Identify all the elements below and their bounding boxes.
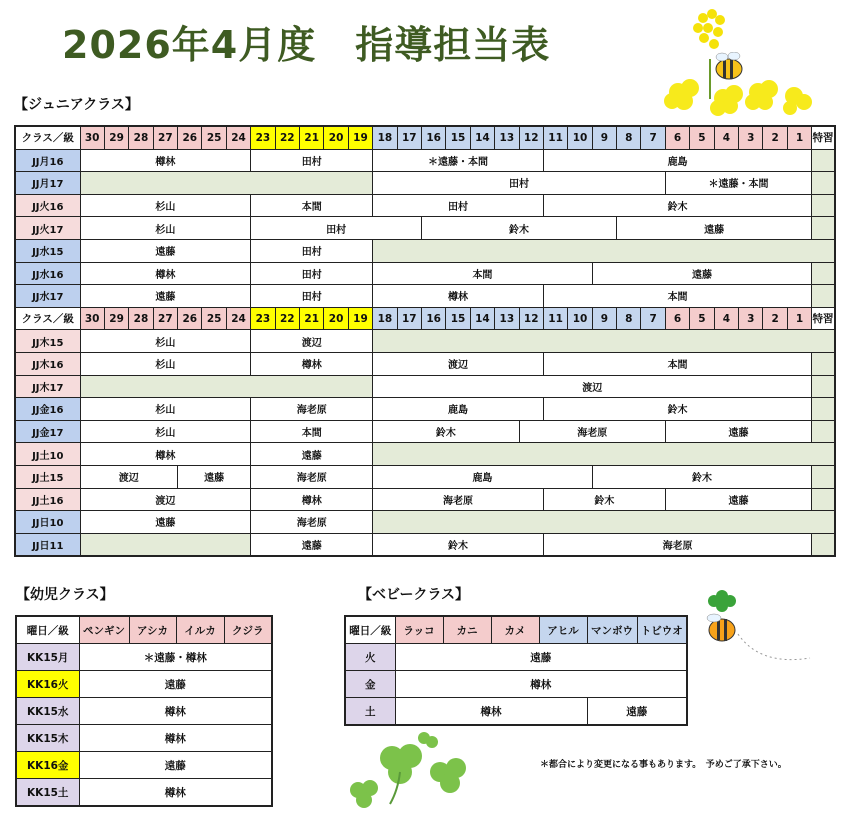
instructor-cell: 鹿島 <box>373 398 544 421</box>
instructor-cell: 遠藤 <box>251 533 373 556</box>
grade-header-cell: 1 <box>787 307 811 330</box>
instructor-cell: 遠藤 <box>665 488 811 511</box>
instructor-cell: 樽林 <box>79 698 272 725</box>
grade-header-cell: 26 <box>178 126 202 149</box>
schedule-row <box>345 644 687 671</box>
instructor-cell: 樽林 <box>373 285 544 308</box>
instructor-cell: 田村 <box>373 172 666 195</box>
kids-header-row <box>16 616 272 644</box>
class-label: JJ木15 <box>15 330 80 353</box>
class-label: JJ土16 <box>15 488 80 511</box>
grade-header-cell: 17 <box>397 307 421 330</box>
instructor-cell: 渡辺 <box>251 330 373 353</box>
instructor-cell: 遠藤 <box>178 465 251 488</box>
instructor-cell: 遠藤 <box>592 262 812 285</box>
instructor-cell: 遠藤 <box>395 644 687 671</box>
empty-cell <box>80 375 373 398</box>
grade-header-cell: 28 <box>129 126 153 149</box>
grade-header-cell: 19 <box>348 126 372 149</box>
instructor-cell: 渡辺 <box>80 465 178 488</box>
class-label: JJ木17 <box>15 375 80 398</box>
instructor-cell: 鈴木 <box>373 533 544 556</box>
instructor-cell: 遠藤 <box>79 752 272 779</box>
instructor-cell: 樽林 <box>395 698 587 726</box>
grade-header-cell: 28 <box>129 307 153 330</box>
schedule-row <box>345 698 687 726</box>
schedule-row <box>16 698 272 725</box>
empty-cell <box>80 533 251 556</box>
instructor-cell: 海老原 <box>373 488 544 511</box>
empty-cell <box>812 262 835 285</box>
class-label: JJ火17 <box>15 217 80 240</box>
instructor-cell: 渡辺 <box>80 488 251 511</box>
empty-cell <box>812 194 835 217</box>
grade-header-cell: 18 <box>373 307 397 330</box>
day-label: 火 <box>345 644 395 671</box>
class-label: JJ土15 <box>15 465 80 488</box>
instructor-cell: 樽林 <box>80 149 251 172</box>
grade-header-cell: 7 <box>641 126 665 149</box>
grade-header-cell: 5 <box>690 307 714 330</box>
grade-header-cell: 16 <box>421 126 445 149</box>
grade-header-cell: カメ <box>491 616 539 644</box>
grade-header-cell: 19 <box>348 307 372 330</box>
grade-header-cell: クジラ <box>224 616 272 644</box>
grade-header-cell: 27 <box>153 307 177 330</box>
grade-header-cell: 4 <box>714 307 738 330</box>
schedule-row <box>345 671 687 698</box>
kids-section-heading: 【幼児クラス】 <box>16 587 114 603</box>
schedule-row <box>16 752 272 779</box>
instructor-cell: 田村 <box>373 194 544 217</box>
grade-header-cell: 16 <box>421 307 445 330</box>
class-label: KK15土 <box>16 779 79 807</box>
empty-cell <box>80 172 373 195</box>
grade-header-cell: 20 <box>324 307 348 330</box>
grade-header-cell: 11 <box>543 126 567 149</box>
grade-header-cell: 22 <box>275 126 299 149</box>
grade-header-cell: 4 <box>714 126 738 149</box>
schedule-row <box>15 172 835 195</box>
schedule-row <box>16 725 272 752</box>
schedule-row <box>15 443 835 466</box>
empty-cell <box>373 239 835 262</box>
instructor-cell: 本間 <box>373 262 593 285</box>
grade-header-cell: 21 <box>300 307 324 330</box>
grade-header-cell: 27 <box>153 126 177 149</box>
schedule-row <box>15 217 835 240</box>
empty-cell <box>812 420 835 443</box>
instructor-cell: 鹿島 <box>373 465 593 488</box>
grade-header-cell: 18 <box>373 126 397 149</box>
instructor-cell: 杉山 <box>80 398 251 421</box>
schedule-row <box>15 285 835 308</box>
empty-cell <box>812 172 835 195</box>
schedule-row <box>16 779 272 807</box>
grade-header-cell: 9 <box>592 307 616 330</box>
class-label: KK16火 <box>16 671 79 698</box>
grade-header-cell: 30 <box>80 307 104 330</box>
schedule-row <box>15 194 835 217</box>
grade-header-cell: アヒル <box>539 616 587 644</box>
instructor-cell: 遠藤 <box>79 671 272 698</box>
grade-header-label: クラス／級 <box>15 126 80 149</box>
class-label: KK15月 <box>16 644 79 671</box>
schedule-row <box>15 465 835 488</box>
empty-cell <box>812 398 835 421</box>
instructor-cell: 杉山 <box>80 330 251 353</box>
class-label: KK16金 <box>16 752 79 779</box>
instructor-cell: 杉山 <box>80 352 251 375</box>
grade-header-cell: 特習 <box>812 307 835 330</box>
day-label: 土 <box>345 698 395 726</box>
instructor-cell: 本間 <box>251 194 373 217</box>
instructor-cell: 鈴木 <box>592 465 812 488</box>
baby-header-row <box>345 616 687 644</box>
grade-header-cell: 10 <box>568 307 592 330</box>
instructor-cell: 鈴木 <box>543 398 811 421</box>
instructor-cell: 海老原 <box>543 533 811 556</box>
class-label: JJ月17 <box>15 172 80 195</box>
class-label: JJ金16 <box>15 398 80 421</box>
instructor-cell: 遠藤 <box>617 217 812 240</box>
grade-header-cell: 25 <box>202 126 226 149</box>
empty-cell <box>812 533 835 556</box>
grade-header-cell: 29 <box>104 307 128 330</box>
instructor-cell: 遠藤 <box>587 698 687 726</box>
schedule-row <box>15 398 835 421</box>
instructor-cell: 本間 <box>251 420 373 443</box>
class-label: JJ水15 <box>15 239 80 262</box>
grade-header-cell: 10 <box>568 126 592 149</box>
instructor-cell: 遠藤 <box>251 443 373 466</box>
class-label: JJ火16 <box>15 194 80 217</box>
kids-schedule-table <box>15 615 273 807</box>
grade-header-cell: トビウオ <box>637 616 687 644</box>
instructor-cell: 本間 <box>543 285 811 308</box>
grade-header-cell: 13 <box>495 126 519 149</box>
empty-cell <box>373 511 835 534</box>
grade-header-cell: 23 <box>251 307 275 330</box>
instructor-cell: 本間 <box>543 352 811 375</box>
schedule-row <box>16 644 272 671</box>
grade-header-label: 曜日／級 <box>16 616 79 644</box>
grade-header-cell: 24 <box>226 126 250 149</box>
empty-cell <box>812 285 835 308</box>
grade-header-label: クラス／級 <box>15 307 80 330</box>
grade-header-cell: 11 <box>543 307 567 330</box>
grade-header-label: 曜日／級 <box>345 616 395 644</box>
instructor-cell: 田村 <box>251 149 373 172</box>
schedule-row <box>15 239 835 262</box>
class-label: JJ日11 <box>15 533 80 556</box>
junior-header-row <box>15 307 835 330</box>
class-label: JJ木16 <box>15 352 80 375</box>
schedule-row <box>15 330 835 353</box>
class-label: JJ金17 <box>15 420 80 443</box>
grade-header-cell: カニ <box>443 616 491 644</box>
notice-text: ＊都合により変更になる事もあります。 予めご了承下さい。 <box>540 760 787 770</box>
empty-cell <box>812 217 835 240</box>
instructor-cell: 鹿島 <box>543 149 811 172</box>
instructor-cell: 遠藤 <box>665 420 811 443</box>
empty-cell <box>373 443 835 466</box>
grade-header-cell: 29 <box>104 126 128 149</box>
instructor-cell: 樽林 <box>79 779 272 807</box>
schedule-row <box>15 511 835 534</box>
clover-icon <box>340 728 490 808</box>
grade-header-cell: 25 <box>202 307 226 330</box>
grade-header-cell: 2 <box>763 126 787 149</box>
class-label: KK15木 <box>16 725 79 752</box>
baby-schedule-table <box>344 615 688 726</box>
schedule-row <box>15 262 835 285</box>
instructor-cell: 渡辺 <box>373 375 812 398</box>
grade-header-cell: アシカ <box>129 616 176 644</box>
bee-icon <box>700 586 820 668</box>
instructor-cell: 杉山 <box>80 420 251 443</box>
instructor-cell: 杉山 <box>80 194 251 217</box>
empty-cell <box>812 352 835 375</box>
grade-header-cell: 24 <box>226 307 250 330</box>
schedule-row <box>15 488 835 511</box>
grade-header-cell: 6 <box>665 126 689 149</box>
grade-header-cell: 6 <box>665 307 689 330</box>
grade-header-cell: 8 <box>617 126 641 149</box>
instructor-cell: 鈴木 <box>373 420 519 443</box>
grade-header-cell: 14 <box>470 307 494 330</box>
instructor-cell: 鈴木 <box>543 488 665 511</box>
instructor-cell: 海老原 <box>251 398 373 421</box>
grade-header-cell: 2 <box>763 307 787 330</box>
instructor-cell: 田村 <box>251 262 373 285</box>
empty-cell <box>812 149 835 172</box>
grade-header-cell: 7 <box>641 307 665 330</box>
grade-header-cell: 14 <box>470 126 494 149</box>
instructor-cell: 樽林 <box>80 443 251 466</box>
instructor-cell: ＊遠藤・樽林 <box>79 644 272 671</box>
schedule-row <box>15 149 835 172</box>
class-label: KK15水 <box>16 698 79 725</box>
instructor-cell: 田村 <box>251 217 422 240</box>
instructor-cell: 田村 <box>251 239 373 262</box>
class-label: JJ日10 <box>15 511 80 534</box>
junior-schedule-table <box>14 125 836 557</box>
schedule-row <box>15 420 835 443</box>
instructor-cell: 樽林 <box>251 488 373 511</box>
grade-header-cell: 12 <box>519 307 543 330</box>
baby-section-heading: 【ベビークラス】 <box>358 587 470 603</box>
instructor-cell: 樽林 <box>395 671 687 698</box>
instructor-cell: 遠藤 <box>80 511 251 534</box>
instructor-cell: ＊遠藤・本間 <box>373 149 544 172</box>
instructor-cell: 樽林 <box>79 725 272 752</box>
junior-section-heading: 【ジュニアクラス】 <box>14 97 139 113</box>
instructor-cell: 遠藤 <box>80 239 251 262</box>
instructor-cell: ＊遠藤・本間 <box>665 172 811 195</box>
schedule-row <box>15 533 835 556</box>
empty-cell <box>373 330 835 353</box>
grade-header-cell: 13 <box>495 307 519 330</box>
empty-cell <box>812 488 835 511</box>
instructor-cell: 海老原 <box>251 511 373 534</box>
instructor-cell: 海老原 <box>251 465 373 488</box>
grade-header-cell: 15 <box>446 126 470 149</box>
schedule-row <box>16 671 272 698</box>
instructor-cell: 田村 <box>251 285 373 308</box>
grade-header-cell: 特習 <box>812 126 835 149</box>
grade-header-cell: 3 <box>739 126 763 149</box>
class-label: JJ土10 <box>15 443 80 466</box>
grade-header-cell: 12 <box>519 126 543 149</box>
grade-header-cell: 23 <box>251 126 275 149</box>
schedule-row <box>15 375 835 398</box>
grade-header-cell: ラッコ <box>395 616 443 644</box>
grade-header-cell: 20 <box>324 126 348 149</box>
grade-header-cell: 3 <box>739 307 763 330</box>
grade-header-cell: イルカ <box>176 616 224 644</box>
class-label: JJ水16 <box>15 262 80 285</box>
grade-header-cell: 30 <box>80 126 104 149</box>
page-title: 2026年4月度 指導担当表 <box>62 23 551 67</box>
empty-cell <box>812 375 835 398</box>
grade-header-cell: ペンギン <box>79 616 129 644</box>
grade-header-cell: 17 <box>397 126 421 149</box>
grade-header-cell: 22 <box>275 307 299 330</box>
grade-header-cell: マンボウ <box>587 616 637 644</box>
class-label: JJ月16 <box>15 149 80 172</box>
grade-header-cell: 15 <box>446 307 470 330</box>
grade-header-cell: 21 <box>300 126 324 149</box>
empty-cell <box>812 465 835 488</box>
instructor-cell: 杉山 <box>80 217 251 240</box>
junior-header-row <box>15 126 835 149</box>
grade-header-cell: 26 <box>178 307 202 330</box>
grade-header-cell: 5 <box>690 126 714 149</box>
class-label: JJ水17 <box>15 285 80 308</box>
grade-header-cell: 1 <box>787 126 811 149</box>
instructor-cell: 鈴木 <box>421 217 616 240</box>
grade-header-cell: 8 <box>617 307 641 330</box>
instructor-cell: 海老原 <box>519 420 665 443</box>
day-label: 金 <box>345 671 395 698</box>
instructor-cell: 樽林 <box>251 352 373 375</box>
bee-icon <box>712 52 748 82</box>
instructor-cell: 遠藤 <box>80 285 251 308</box>
instructor-cell: 渡辺 <box>373 352 544 375</box>
instructor-cell: 鈴木 <box>543 194 811 217</box>
instructor-cell: 樽林 <box>80 262 251 285</box>
schedule-row <box>15 352 835 375</box>
grade-header-cell: 9 <box>592 126 616 149</box>
